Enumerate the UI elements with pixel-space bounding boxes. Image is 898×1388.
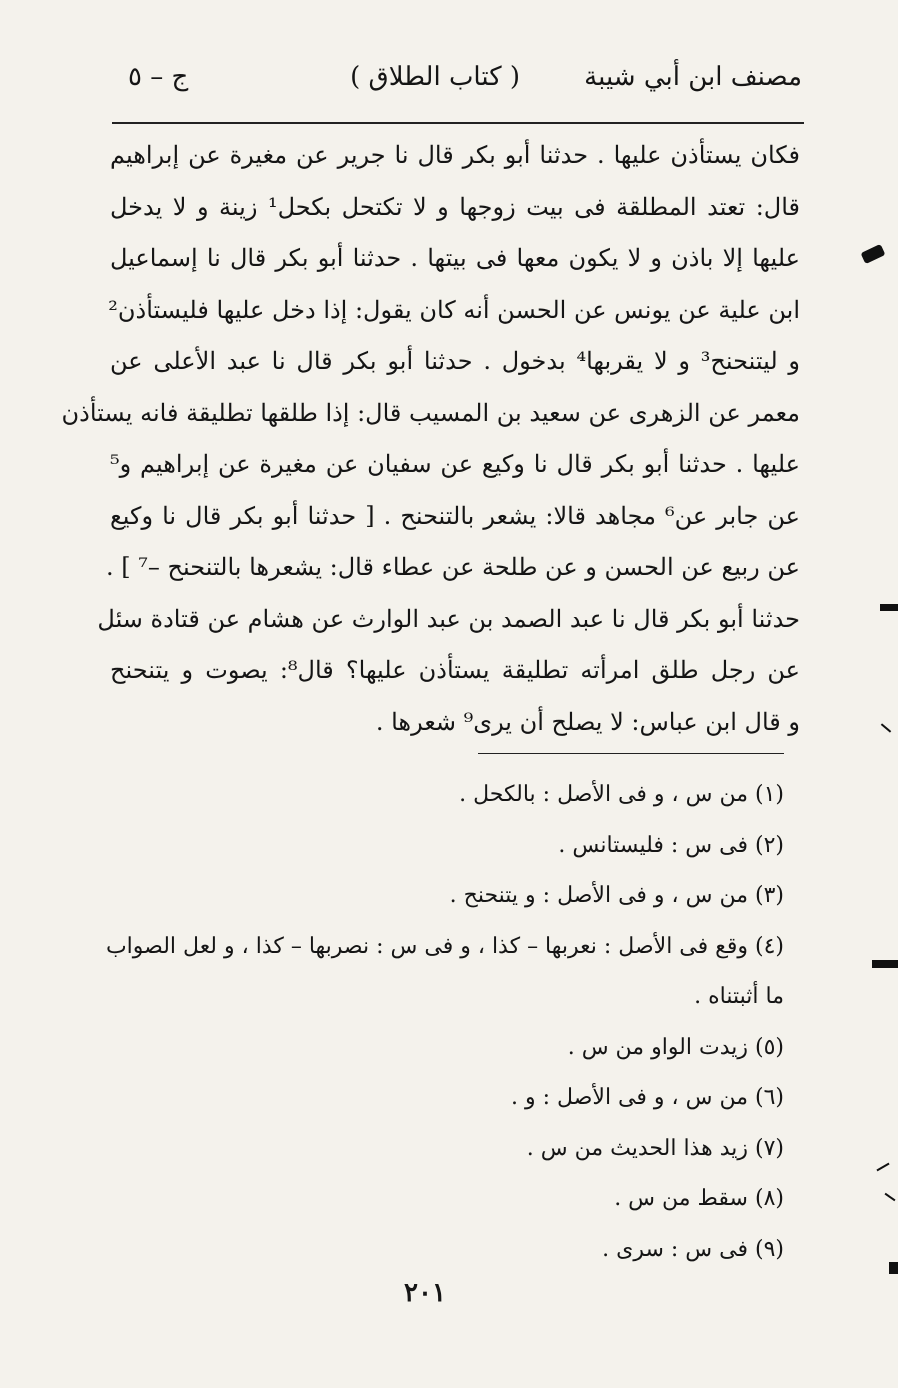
scan-mark	[860, 244, 885, 264]
book-title: مصنف ابن أبي شيبة	[584, 62, 802, 92]
main-text	[61, 130, 801, 748]
text-line: و قال ابن عباس: لا يصلح أن يرى⁹ شعرها .	[375, 707, 800, 736]
text-line: عن ربيع عن الحسن و عن طلحة عن عطاء قال: يشعرها بالتنحنح –⁷ ] .	[105, 553, 800, 581]
text-line: عن رجل طلق امرأته تطليقة يستأذن عليها؟ قال⁸: يصوت و يتنحنح	[110, 656, 801, 684]
page-number: ٢٠١	[404, 1278, 446, 1308]
scan-mark	[880, 604, 898, 611]
footnote: (٧) زيد هذا الحديث من س .	[526, 1135, 784, 1161]
footnote-separator	[478, 753, 784, 754]
footnote: (٨) سقط من س .	[614, 1186, 784, 1211]
footnote: (٤) وقع فى الأصل : نعربها – كذا ، و فى س : نصربها – كذا ، و لعل الصواب	[105, 933, 784, 959]
text-line: عليها إلا باذن و لا يكون معها فى بيتها . حدثنا أبو بكر قال نا إسماعيل	[110, 244, 800, 272]
text-line: معمر عن الزهرى عن سعيد بن المسيب قال: إذا طلقها تطليقة فانه يستأذن	[61, 398, 800, 427]
text-line: فكان يستأذن عليها . حدثنا أبو بكر قال نا جرير عن مغيرة عن إبراهيم	[110, 141, 800, 169]
scan-mark	[872, 960, 898, 968]
running-header	[110, 62, 802, 106]
footnote: (٥) زيدت الواو من س .	[567, 1034, 784, 1060]
footnote: (٩) فى س : سرى .	[602, 1236, 784, 1262]
text-line: عليها . حدثنا أبو بكر قال نا وكيع عن سفيان عن مغيرة عن إبراهيم و⁵	[110, 450, 800, 478]
footnote: (١) من س ، و فى الأصل : بالكحل .	[459, 782, 784, 807]
text-line: ابن علية عن يونس عن الحسن أنه كان يقول: إذا دخل عليها فليستأذن²	[108, 295, 800, 324]
text-line: عن جابر عن⁶ مجاهد قالا: يشعر بالتنحنح . [ حدثنا أبو بكر قال نا وكيع	[110, 501, 800, 530]
text-line: قال: تعتد المطلقة فى بيت زوجها و لا تكتحل بكحل¹ زينة و لا يدخل	[110, 192, 801, 221]
volume-number: ج – ٥	[128, 62, 189, 92]
footnotes	[100, 770, 784, 1275]
chapter-title: ( كتاب الطلاق )	[350, 62, 520, 92]
footnote-continuation: ما أثبتناه .	[694, 984, 784, 1009]
scan-mark	[876, 1163, 889, 1172]
scan-mark	[889, 1262, 898, 1274]
scan-mark	[881, 723, 891, 732]
footnote: (٦) من س ، و فى الأصل : و .	[511, 1085, 784, 1110]
text-line: حدثنا أبو بكر قال نا عبد الصمد بن عبد الوارث عن هشام عن قتادة سئل	[97, 604, 800, 633]
text-line: و ليتنحنح³ و لا يقربها⁴ بدخول . حدثنا أبو بكر قال نا عبد الأعلى عن	[110, 347, 801, 375]
header-rule	[112, 122, 804, 124]
footnote: (٣) من س ، و فى الأصل : و يتنحنح .	[449, 883, 784, 908]
scan-mark	[885, 1193, 896, 1202]
footnote: (٢) فى س : فليستانس .	[558, 832, 784, 858]
